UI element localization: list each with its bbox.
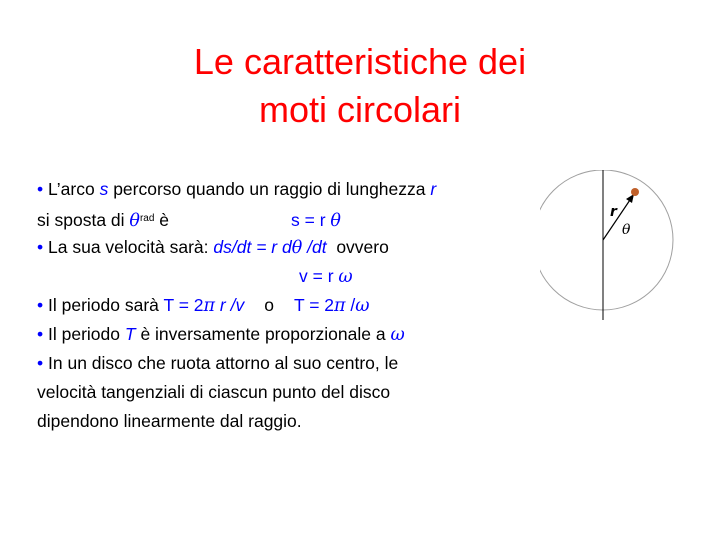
text: Il periodo sarà bbox=[48, 295, 164, 315]
symbol-T: T bbox=[124, 324, 136, 344]
text: velocità tangenziali di ciascun punto del disco bbox=[37, 382, 391, 402]
bullet-line-2b bbox=[37, 262, 507, 291]
text: ovvero bbox=[331, 237, 389, 257]
symbol-omega: ω bbox=[355, 296, 370, 316]
symbol-omega: ω bbox=[390, 325, 405, 345]
text: o bbox=[264, 295, 274, 315]
text: La sua velocità sarà: bbox=[48, 237, 214, 257]
formula-period-omega: / bbox=[345, 295, 356, 315]
symbol-r: r bbox=[430, 179, 437, 199]
bullet-marker: • bbox=[37, 179, 44, 199]
arrow-head bbox=[626, 194, 634, 203]
symbol-omega: ω bbox=[338, 267, 353, 287]
symbol-theta: θ bbox=[129, 211, 140, 231]
bullet-line-5b bbox=[37, 378, 507, 407]
bullet-line-4 bbox=[37, 320, 507, 349]
bullet-line-1 bbox=[37, 175, 507, 204]
bullet-marker: • bbox=[37, 324, 44, 344]
circle bbox=[540, 170, 673, 310]
bullet-marker: • bbox=[37, 237, 44, 257]
text: In un disco che ruota attorno al suo centro, le bbox=[48, 353, 399, 373]
formula-arc: s = r bbox=[291, 210, 331, 230]
bullet-line-3 bbox=[37, 291, 507, 320]
text: percorso quando un raggio di lunghezza bbox=[108, 179, 431, 199]
slide-body bbox=[37, 175, 507, 436]
title-line-1: Le caratteristiche dei bbox=[193, 41, 527, 82]
circle-diagram bbox=[540, 170, 680, 330]
rad-superscript: rad bbox=[139, 213, 155, 224]
text: L’arco bbox=[48, 179, 100, 199]
symbol-pi: π bbox=[203, 296, 216, 316]
formula-period-omega: T = 2 bbox=[293, 295, 335, 315]
formula-v: v = r bbox=[299, 266, 339, 286]
bullet-line-5 bbox=[37, 349, 507, 378]
text: è bbox=[154, 210, 170, 230]
formula-velocity: ds/dt = r d bbox=[213, 237, 292, 257]
bullet-marker: • bbox=[37, 295, 44, 315]
slide-title bbox=[0, 38, 720, 134]
text: dipendono linearmente dal raggio. bbox=[37, 411, 302, 431]
bullet-marker: • bbox=[37, 353, 44, 373]
theta-label: θ bbox=[622, 222, 631, 238]
point-marker bbox=[631, 188, 639, 196]
formula-velocity: /dt bbox=[302, 237, 327, 257]
text: Il periodo bbox=[48, 324, 125, 344]
symbol-theta: θ bbox=[291, 238, 303, 258]
symbol-theta: θ bbox=[330, 211, 341, 231]
symbol-s: s bbox=[99, 179, 109, 199]
bullet-line-1b bbox=[37, 204, 507, 233]
symbol-pi: π bbox=[334, 296, 346, 316]
title-line-2: moti circolari bbox=[258, 89, 462, 130]
text: è inversamente proporzionale a bbox=[135, 324, 391, 344]
formula-period: r /v bbox=[215, 295, 245, 315]
bullet-line-5c bbox=[37, 407, 507, 436]
formula-period: T = 2 bbox=[163, 295, 204, 315]
r-label: r bbox=[610, 204, 617, 220]
bullet-line-2 bbox=[37, 233, 507, 262]
text: si sposta di bbox=[37, 210, 130, 230]
